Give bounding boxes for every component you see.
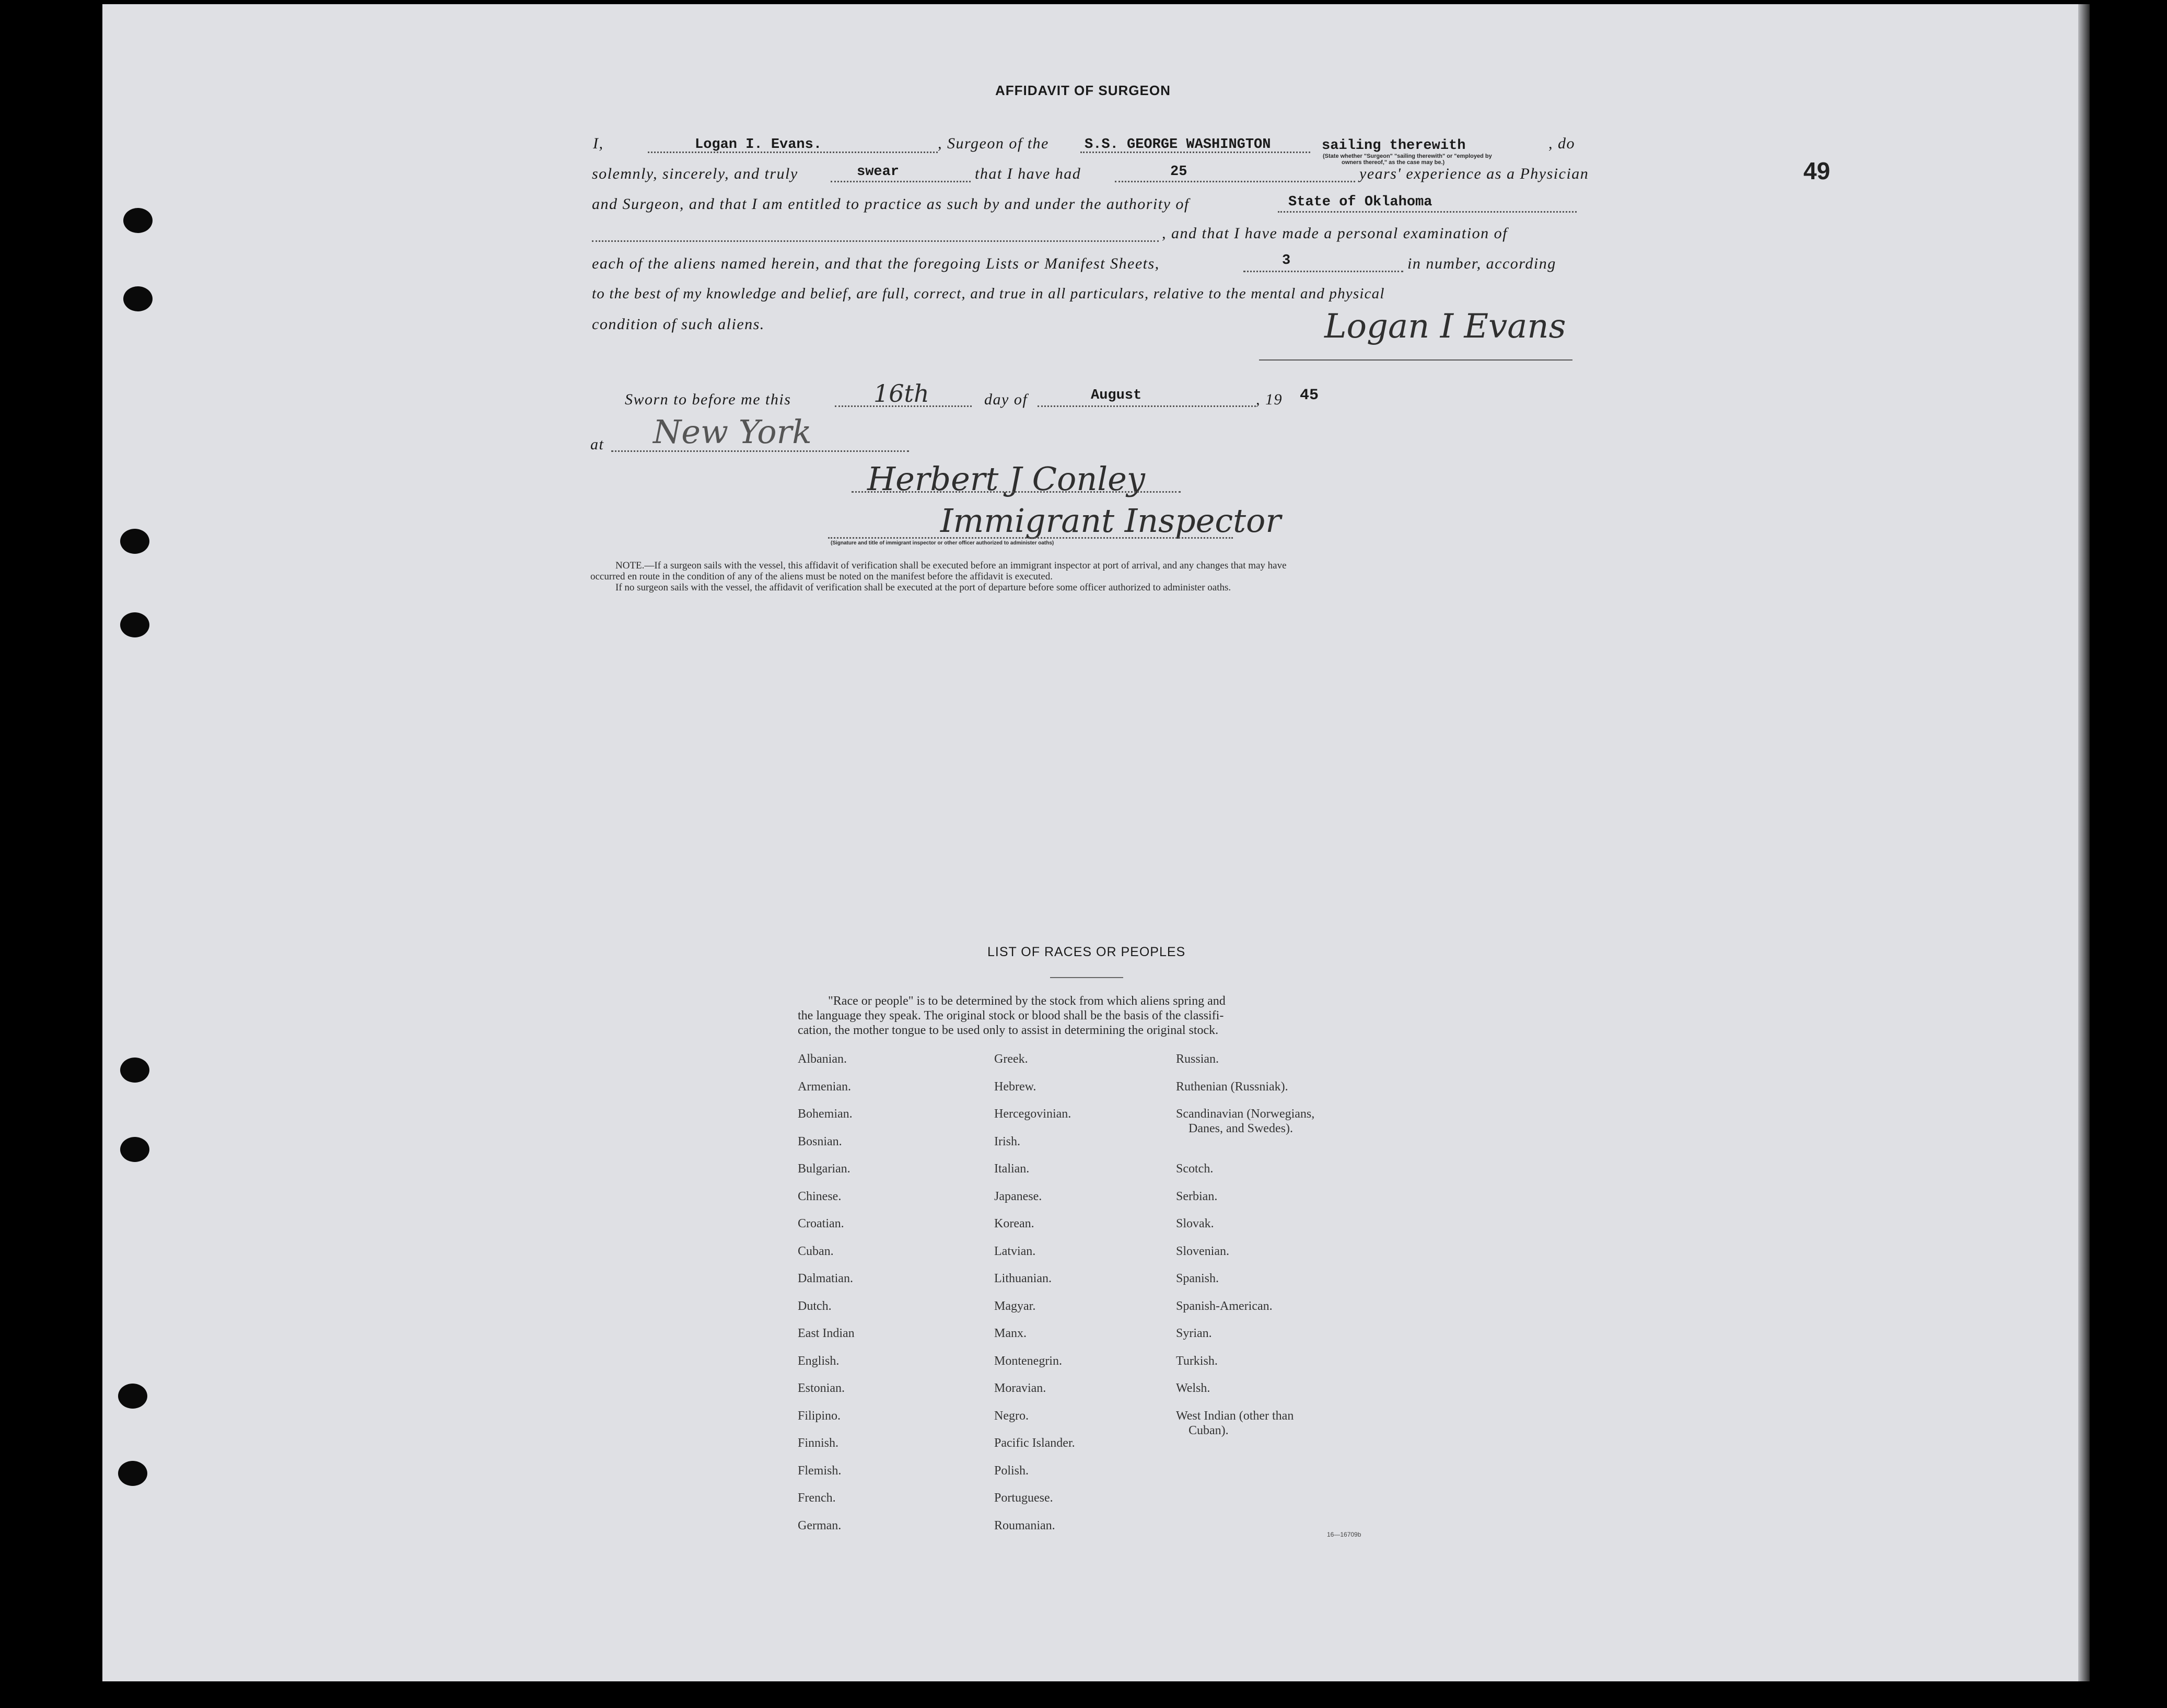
affidavit-note <box>590 560 1287 593</box>
text-condition: condition of such aliens. <box>592 316 765 333</box>
race-item: Pacific Islander. <box>994 1436 1075 1450</box>
race-item: Turkish. <box>1176 1354 1218 1368</box>
race-item: Finnish. <box>798 1436 839 1450</box>
inspector-caption: (Signature and title of immigrant inspector or other officer authorized to administer oaths) <box>831 540 1054 546</box>
intro-line1: "Race or people" is to be determined by the stock from which aliens spring and <box>828 994 1226 1008</box>
race-item: Moravian. <box>994 1381 1046 1395</box>
text-solemnly: solemnly, sincerely, and truly <box>592 165 798 182</box>
dotted-line <box>648 152 938 153</box>
text-and-surgeon: and Surgeon, and that I am entitled to practice as such by and under the authority of <box>592 195 1190 213</box>
races-intro <box>798 994 1226 1038</box>
race-item: Lithuanian. <box>994 1272 1052 1285</box>
text-sworn: Sworn to before me this <box>625 391 791 408</box>
race-item: Russian. <box>1176 1052 1219 1066</box>
race-item: Slovenian. <box>1176 1244 1229 1258</box>
race-item: Filipino. <box>798 1409 841 1423</box>
inspector-signature: Herbert J Conley <box>867 460 1145 498</box>
race-item: Bulgarian. <box>798 1162 851 1176</box>
race-item: Danes, and Swedes). <box>1189 1122 1293 1135</box>
race-item: Montenegrin. <box>994 1354 1062 1368</box>
field-sailing-status: sailing therewith <box>1322 138 1466 154</box>
field-years: 25 <box>1170 164 1187 180</box>
race-item: Flemish. <box>798 1463 842 1478</box>
race-item: Roumanian. <box>994 1518 1055 1532</box>
dotted-line <box>1243 271 1403 272</box>
note-line2: occurred en route in the condition of any of the aliens must be noted on the manifest before the affidavit is executed. <box>590 571 1053 582</box>
dotted-line <box>828 537 1233 539</box>
race-item: Scotch. <box>1176 1162 1214 1176</box>
race-item: Syrian. <box>1176 1327 1212 1340</box>
text-surgeon-of-the: , Surgeon of the <box>938 135 1049 152</box>
race-item: Estonian. <box>798 1381 845 1395</box>
note-line3: If no surgeon sails with the vessel, the affidavit of verification shall be executed at the port of departure before some officer authorized to administer oaths. <box>615 582 1231 593</box>
page-number: 49 <box>1803 157 1831 184</box>
text-year-prefix: , 19 <box>1256 391 1283 408</box>
field-month: August <box>1091 388 1142 403</box>
text-personal-exam: , and that I have made a personal examination of <box>1162 225 1508 242</box>
race-item: Bohemian. <box>798 1107 853 1121</box>
race-item: Japanese. <box>994 1189 1042 1203</box>
race-item: Cuban). <box>1189 1423 1229 1437</box>
race-item: Korean. <box>994 1217 1034 1230</box>
binder-hole <box>120 1137 149 1162</box>
race-item: East Indian <box>798 1327 855 1340</box>
binder-hole <box>120 612 149 637</box>
text-each-of-aliens: each of the aliens named herein, and that the foregoing Lists or Manifest Sheets, <box>592 255 1160 272</box>
binder-hole <box>120 1058 149 1083</box>
dotted-line <box>835 405 972 407</box>
field-sheets: 3 <box>1282 253 1291 269</box>
affidavit-title: AFFIDAVIT OF SURGEON <box>995 83 1171 98</box>
race-item: Manx. <box>994 1327 1027 1340</box>
race-item: Chinese. <box>798 1189 842 1203</box>
dotted-line <box>852 491 1181 493</box>
race-item: Bosnian. <box>798 1134 842 1148</box>
binder-hole <box>118 1461 147 1486</box>
race-item: Dutch. <box>798 1299 832 1313</box>
race-item: Albanian. <box>798 1052 847 1066</box>
surgeon-signature: Logan I Evans <box>1324 307 1566 346</box>
dotted-line <box>592 240 1159 242</box>
dotted-line <box>1038 405 1256 407</box>
field-day: 16th <box>873 379 929 408</box>
text-best-of-knowledge: to the best of my knowledge and belief, are full, correct, and true in all particulars, relative to the mental and physical <box>592 285 1385 302</box>
race-item: French. <box>798 1491 836 1505</box>
signature-line <box>1259 359 1572 361</box>
note-line1: NOTE.—If a surgeon sails with the vessel, this affidavit of verification shall be executed before an immigrant inspector at port of arrival, and any changes that may have <box>615 560 1287 571</box>
field-authority: State of Oklahoma <box>1288 194 1432 210</box>
field-place: New York <box>653 413 812 451</box>
binder-hole <box>118 1384 147 1409</box>
text-at: at <box>590 436 604 453</box>
race-item: Italian. <box>994 1162 1030 1176</box>
binder-hole <box>120 529 149 554</box>
inspector-title: Immigrant Inspector <box>940 502 1281 540</box>
race-item: Latvian. <box>994 1244 1036 1258</box>
sailing-note-line1: (State whether "Surgeon" "sailing therewith" or "employed by <box>1323 153 1492 159</box>
binder-hole <box>123 286 153 311</box>
race-item: Scandinavian (Norwegians, <box>1176 1107 1315 1121</box>
field-ship: S.S. GEORGE WASHINGTON <box>1085 137 1271 153</box>
race-item: Ruthenian (Russniak). <box>1176 1079 1288 1094</box>
race-item: Cuban. <box>798 1244 834 1258</box>
dotted-line <box>831 181 971 182</box>
field-oath-type: swear <box>857 164 900 180</box>
dotted-line <box>611 450 909 452</box>
race-item: Armenian. <box>798 1079 851 1094</box>
race-item: Hercegovinian. <box>994 1107 1071 1121</box>
race-item: Spanish-American. <box>1176 1299 1273 1313</box>
text-i: I, <box>593 135 604 152</box>
sheet-edge <box>2078 4 2090 1681</box>
text-that-i-have-had: that I have had <box>975 165 1081 182</box>
dotted-line <box>1115 181 1355 182</box>
text-day-of: day of <box>984 391 1028 408</box>
race-item: Spanish. <box>1176 1272 1219 1285</box>
field-surgeon-name: Logan I. Evans. <box>695 137 822 153</box>
binder-hole <box>123 208 153 233</box>
races-title: LIST OF RACES OR PEOPLES <box>987 945 1186 959</box>
sailing-note-line2: owners thereof," as the case may be.) <box>1342 159 1445 166</box>
race-item: West Indian (other than <box>1176 1409 1294 1423</box>
form-number: 16—16709b <box>1327 1531 1361 1538</box>
race-item: Dalmatian. <box>798 1272 853 1285</box>
race-item: Portuguese. <box>994 1491 1053 1505</box>
text-in-number: in number, according <box>1407 255 1556 272</box>
race-item: Serbian. <box>1176 1189 1218 1203</box>
race-item: Hebrew. <box>994 1079 1036 1094</box>
race-item: Negro. <box>994 1409 1029 1423</box>
race-item: Croatian. <box>798 1217 844 1230</box>
text-do: , do <box>1548 135 1575 152</box>
race-item: Magyar. <box>994 1299 1036 1313</box>
race-item: Polish. <box>994 1463 1029 1478</box>
race-item: Slovak. <box>1176 1217 1214 1230</box>
race-item: German. <box>798 1518 842 1532</box>
field-year: 45 <box>1300 387 1319 404</box>
intro-line2: the language they speak. The original stock or blood shall be the basis of the classifi- <box>798 1009 1224 1023</box>
race-item: Greek. <box>994 1052 1028 1066</box>
race-item: Welsh. <box>1176 1381 1210 1395</box>
races-title-rule <box>1050 977 1123 978</box>
dotted-line <box>1080 152 1310 153</box>
race-item: Irish. <box>994 1134 1020 1148</box>
text-years-experience: years' experience as a Physician <box>1359 165 1589 182</box>
race-item: English. <box>798 1354 840 1368</box>
intro-line3: cation, the mother tongue to be used only to assist in determining the original stock. <box>798 1024 1219 1037</box>
sailing-note <box>1323 153 1492 166</box>
dotted-line <box>1278 211 1577 213</box>
